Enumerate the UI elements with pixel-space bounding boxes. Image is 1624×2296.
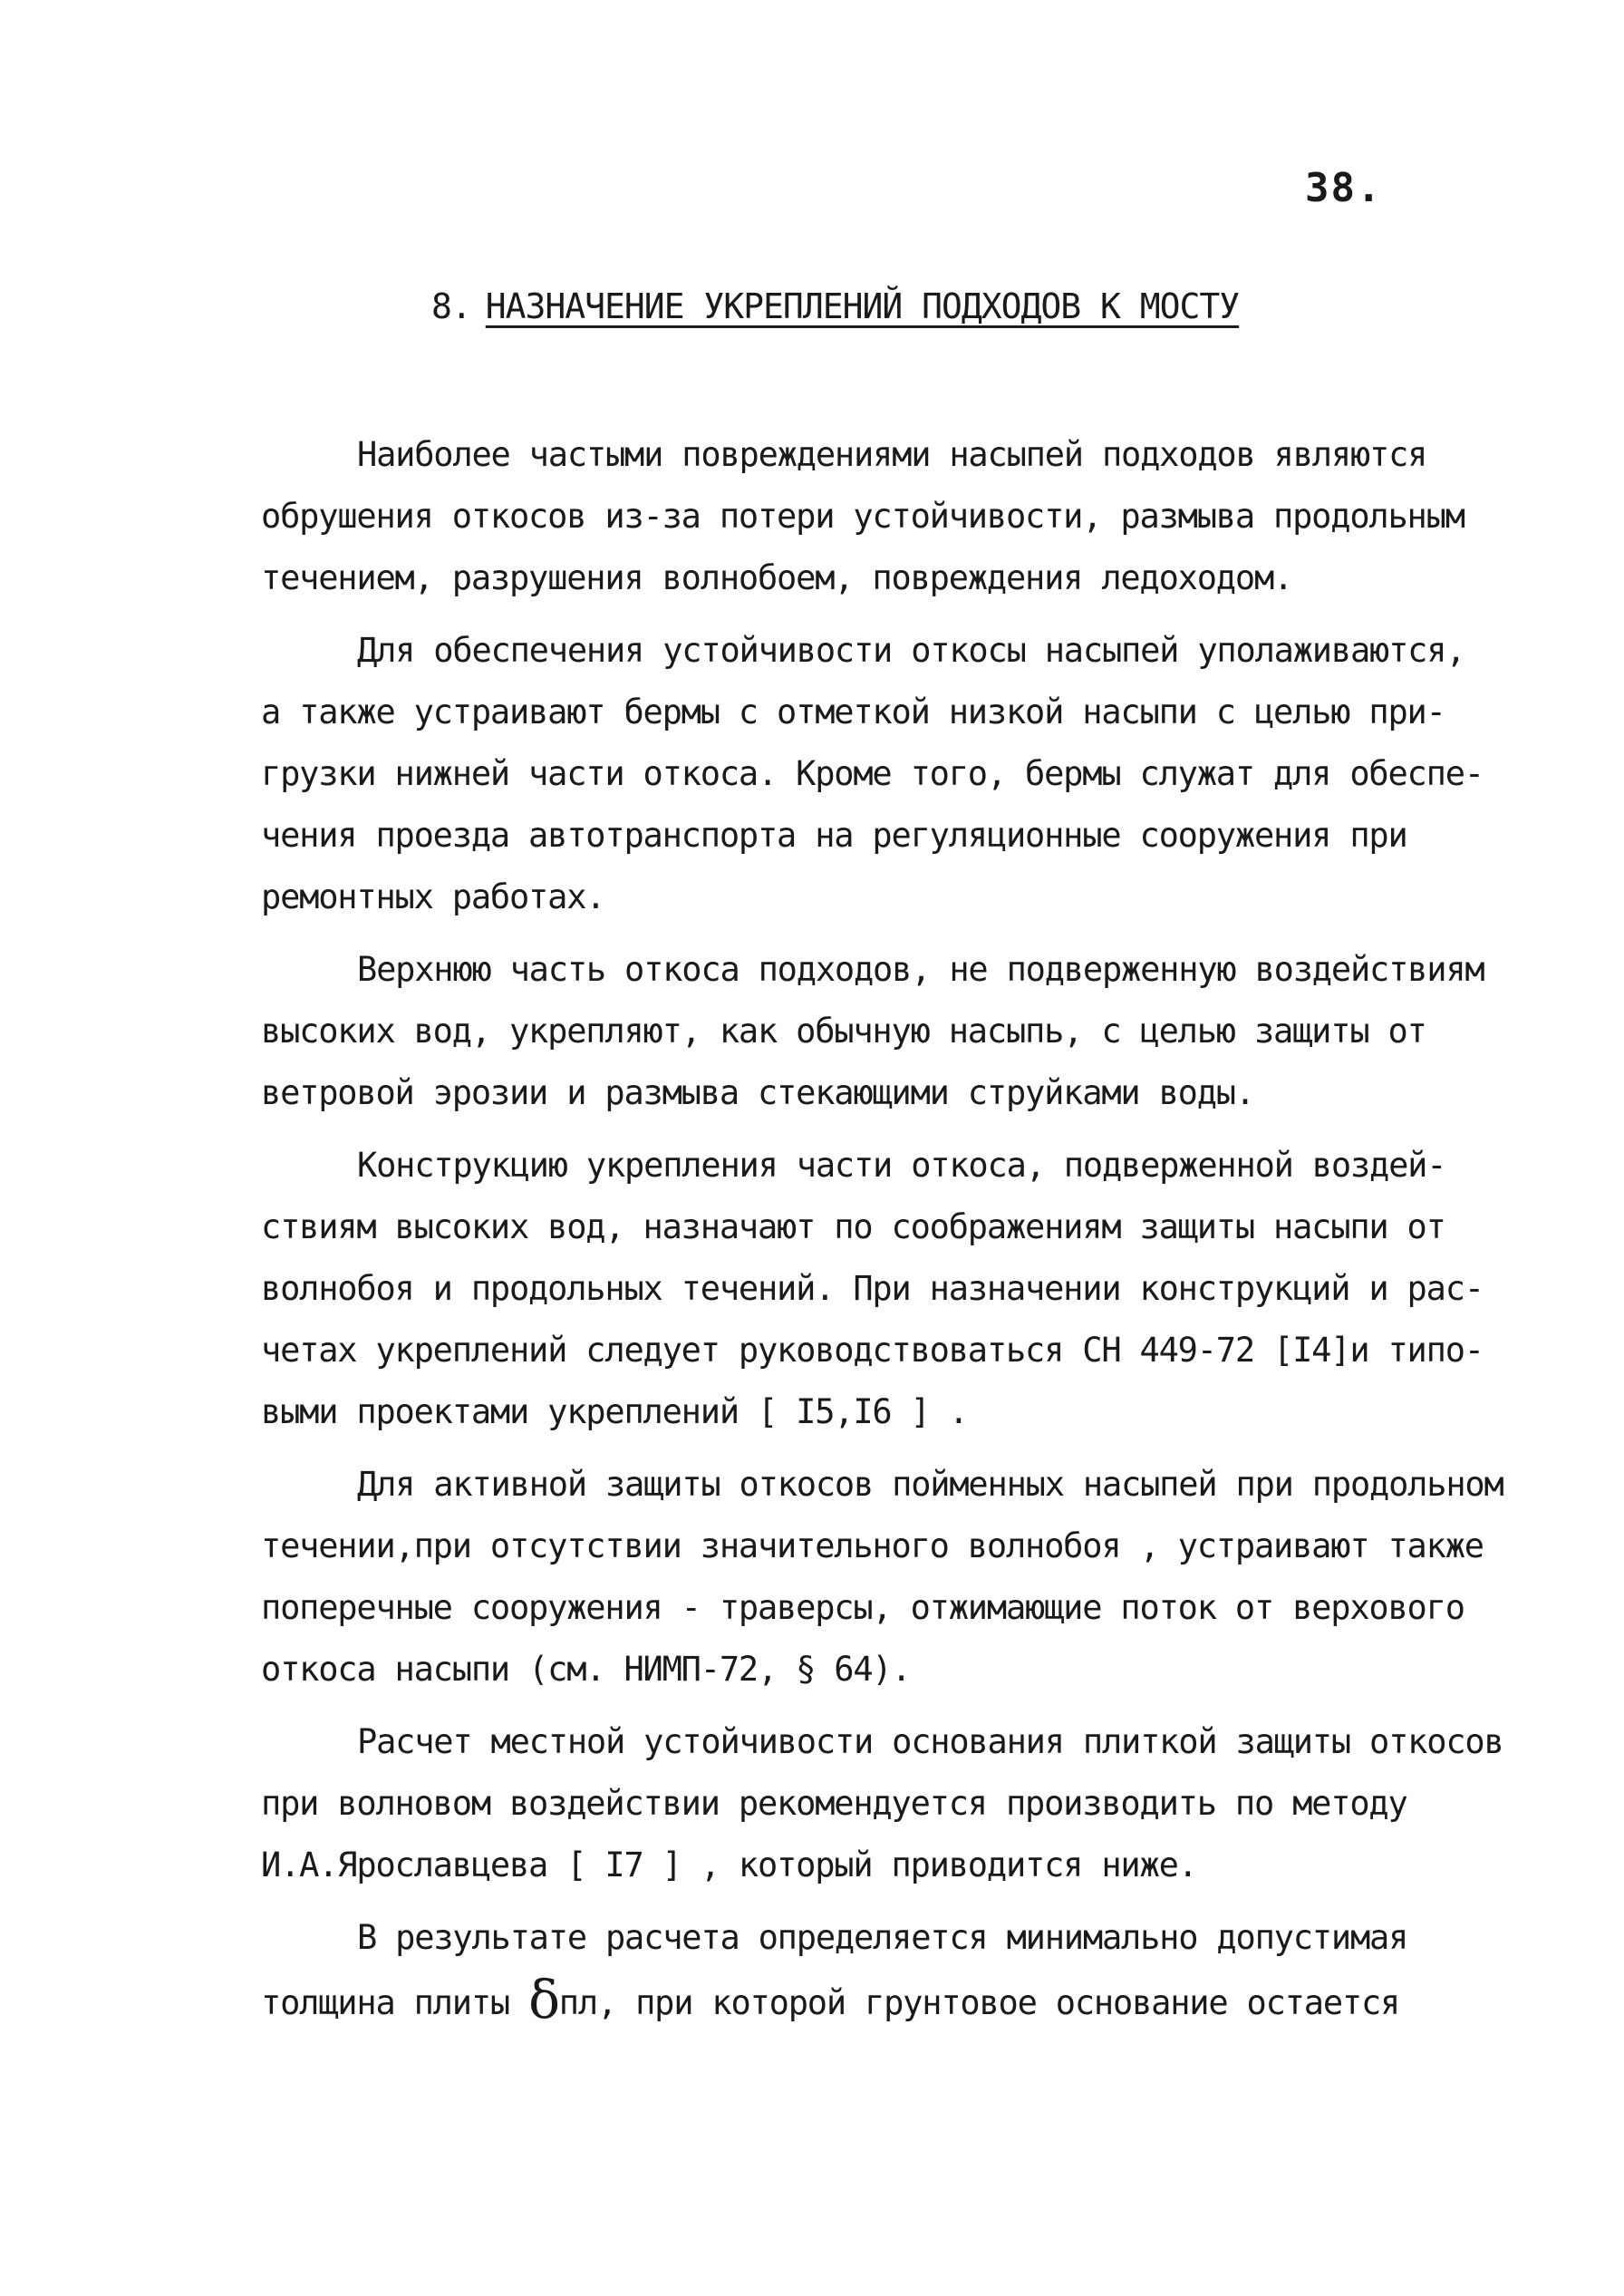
text-line: Наиболее частыми повреждениями насыпей подходов являются [357, 435, 1427, 474]
text-line: течении,при отсутствии значительного волнобоя , устраивают также [261, 1526, 1484, 1565]
text-line: Для обеспечения устойчивости откосы насыпей уполаживаются, [357, 631, 1465, 670]
page-number: 38. [1305, 165, 1383, 211]
text-line [261, 1969, 1484, 2030]
body-text [261, 424, 1503, 2030]
text-line: при волновом воздействии рекомендуется производить по методу [261, 1784, 1407, 1823]
paragraph [261, 424, 1484, 609]
paragraph [261, 1454, 1503, 1700]
text-fragment: толщина плиты [261, 1983, 529, 2022]
text-line: Для активной защиты откосов пойменных насыпей при продольном [357, 1465, 1503, 1504]
paragraph [261, 1907, 1484, 2030]
text-line: ветровой эрозии и размыва стекающими струйками воды. [261, 1073, 1254, 1112]
text-line: выми проектами укреплений [ I5,I6 ] . [261, 1392, 968, 1431]
paragraph [261, 1135, 1484, 1443]
text-line: Верхнюю часть откоса подходов, не подверженную воздействиям [357, 950, 1484, 989]
text-line: а также устраивают бермы с отметкой низкой насыпи с целью при- [261, 693, 1445, 731]
text-line: ремонтных работах. [261, 877, 605, 916]
text-line: четах укреплений следует руководствоваться СН 449-72 [I4]и типо- [261, 1331, 1484, 1370]
text-fragment: пл, при которой грунтовое основание остается [558, 1983, 1400, 2022]
text-line: высоких вод, укрепляют, как обычную насыпь, с целью защиты от [261, 1012, 1426, 1051]
text-line: поперечные сооружения - траверсы, отжимающие поток от верхового [261, 1588, 1464, 1627]
section-number: 8. [431, 286, 471, 326]
text-line: ствиям высоких вод, назначают по соображениям защиты насыпи от [261, 1207, 1445, 1246]
text-line: откоса насыпи (см. НИМП-72, § 64). [261, 1650, 911, 1689]
section-title [431, 286, 1239, 326]
text-line: И.А.Ярославцева [ I7 ] , который приводится ниже. [261, 1846, 1197, 1884]
delta-symbol: δ [528, 1969, 559, 2030]
paragraph [261, 620, 1484, 928]
text-line: чения проезда автотранспорта на регуляционные сооружения при [261, 816, 1407, 855]
section-title-text: НАЗНАЧЕНИЕ УКРЕПЛЕНИЙ ПОДХОДОВ К МОСТУ [485, 286, 1240, 326]
text-line: течением, разрушения волнобоем, повреждения ледоходом. [261, 558, 1293, 597]
text-line: В результате расчета определяется минимально допустимая [357, 1918, 1408, 1957]
paragraph [261, 939, 1484, 1124]
text-line: Расчет местной устойчивости основания плиткой защиты откосов [357, 1722, 1503, 1761]
text-line: Конструкцию укрепления части откоса, подверженной воздей- [357, 1146, 1446, 1185]
paragraph [261, 1711, 1503, 1896]
text-line: волнобоя и продольных течений. При назначении конструкций и рас- [261, 1269, 1484, 1308]
text-line: грузки нижней части откоса. Кроме того, бермы служат для обеспе- [261, 754, 1484, 793]
text-line: обрушения откосов из-за потери устойчивости, размыва продольным [261, 497, 1464, 536]
